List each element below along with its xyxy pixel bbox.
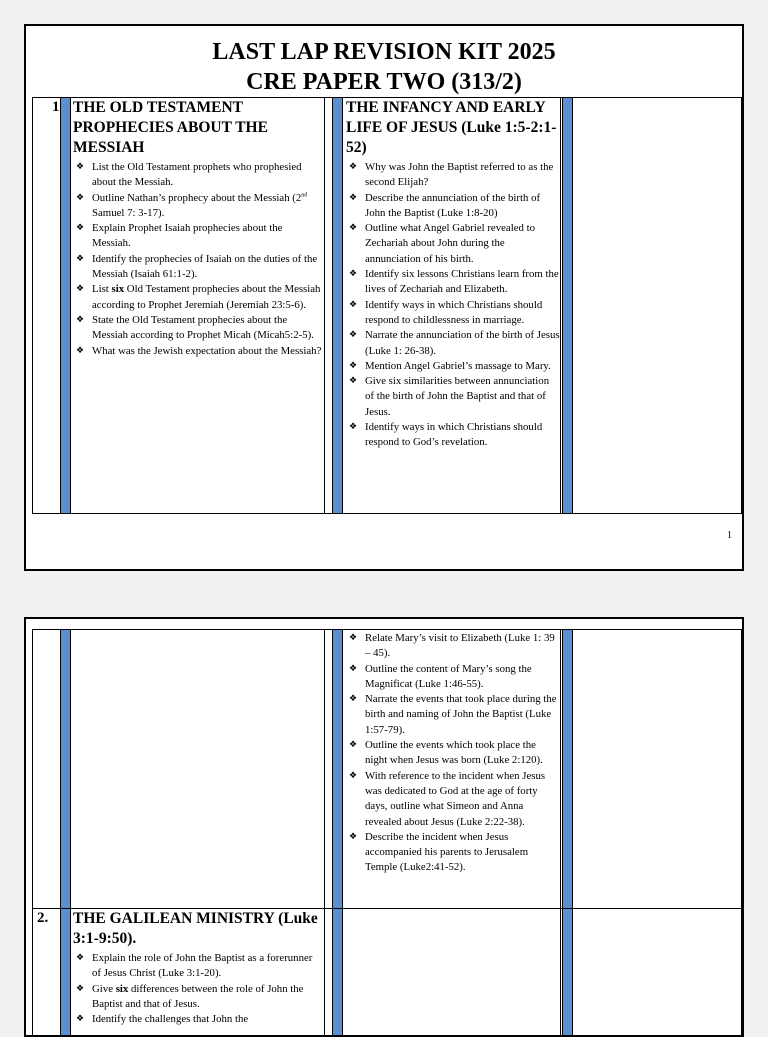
question-item: ❖ Identify ways in which Christians should respond to God’s revelation. bbox=[346, 420, 560, 451]
question-item: ❖ Identify the challenges that John the bbox=[73, 1012, 323, 1027]
document-page-1 bbox=[24, 24, 744, 571]
table-divider-bar bbox=[562, 98, 573, 513]
question-item: ❖ Narrate the annunciation of the birth of Jesus (Luke 1: 26-38). bbox=[346, 328, 560, 359]
topic-cell-galilean-ministry bbox=[73, 909, 323, 1027]
question-item: ❖ Give six similarities between annunciation of the birth of John the Baptist and that of Jesus. bbox=[346, 374, 560, 420]
question-item: ❖ With reference to the incident when Jesus was dedicated to God at the age of forty days, outline what Simeon and Anna revealed about Jesus (Luke 2:22-38). bbox=[346, 769, 560, 830]
page-number: 1 bbox=[727, 530, 732, 541]
question-item: ❖ Narrate the events that took place during the birth and naming of John the Baptist (Luke 1:57-79). bbox=[346, 692, 560, 738]
question-item: ❖ Describe the annunciation of the birth of John the Baptist (Luke 1:8-20) bbox=[346, 191, 560, 222]
table-divider-bar bbox=[562, 630, 573, 1037]
question-item: ❖ Outline the events which took place the night when Jesus was born (Luke 2:120). bbox=[346, 738, 560, 769]
question-list bbox=[346, 160, 560, 451]
revision-table bbox=[32, 629, 742, 1037]
table-divider bbox=[560, 630, 561, 1037]
table-divider-bar bbox=[332, 630, 343, 1037]
topic-cell-infancy-continued bbox=[346, 630, 560, 876]
table-divider-bar bbox=[60, 630, 71, 1037]
question-list bbox=[346, 631, 560, 876]
question-item: ❖ Outline Nathan’s prophecy about the Messiah (2nd Samuel 7: 3-17). bbox=[73, 191, 323, 222]
table-divider bbox=[324, 630, 325, 1037]
question-item: ❖ Why was John the Baptist referred to as the second Elijah? bbox=[346, 160, 560, 191]
question-item: ❖ Outline what Angel Gabriel revealed to Zechariah about John during the annunciation of his birth. bbox=[346, 221, 560, 267]
question-item: ❖ What was the Jewish expectation about the Messiah? bbox=[73, 344, 323, 359]
table-divider-bar bbox=[60, 98, 71, 513]
question-item: ❖ Identify six lessons Christians learn from the lives of Zechariah and Elizabeth. bbox=[346, 267, 560, 298]
topic-cell-infancy bbox=[346, 98, 560, 451]
question-item: ❖ Describe the incident when Jesus accompanied his parents to Jerusalem Temple (Luke2:41-52). bbox=[346, 830, 560, 876]
question-item: ❖ Explain the role of John the Baptist as a forerunner of Jesus Christ (Luke 3:1-20). bbox=[73, 951, 323, 982]
document-subtitle: CRE PAPER TWO (313/2) bbox=[246, 69, 522, 95]
question-item: ❖ State the Old Testament prophecies about the Messiah according to Prophet Micah (Micah5:2-5). bbox=[73, 313, 323, 344]
question-item: ❖ Relate Mary’s visit to Elizabeth (Luke 1: 39 – 45). bbox=[346, 631, 560, 662]
topic-heading: THE GALILEAN MINISTRY (Luke 3:1-9:50). bbox=[73, 910, 318, 947]
topic-cell-old-testament bbox=[73, 98, 323, 359]
topic-heading: THE OLD TESTAMENT PROPHECIES ABOUT THE MESSIAH bbox=[73, 99, 268, 156]
table-divider bbox=[324, 98, 325, 513]
table-divider-bar bbox=[332, 98, 343, 513]
question-item: ❖ Mention Angel Gabriel’s massage to Mary. bbox=[346, 359, 560, 374]
question-list bbox=[73, 160, 323, 359]
revision-table bbox=[32, 97, 742, 514]
document-title: LAST LAP REVISION KIT 2025 bbox=[212, 39, 556, 65]
question-item: ❖ Give six differences between the role of John the Baptist and that of Jesus. bbox=[73, 982, 323, 1013]
question-item: ❖ Identify the prophecies of Isaiah on the duties of the Messiah (Isaiah 61:1-2). bbox=[73, 252, 323, 283]
question-item: ❖ Identify ways in which Christians should respond to childlessness in marriage. bbox=[346, 298, 560, 329]
question-list bbox=[73, 951, 323, 1027]
question-item: ❖ Outline the content of Mary’s song the Magnificat (Luke 1:46-55). bbox=[346, 662, 560, 693]
topic-heading: THE INFANCY AND EARLY LIFE OF JESUS (Luke 1:5-2:1-52) bbox=[346, 99, 557, 156]
row-number: 1 bbox=[52, 99, 60, 115]
table-divider bbox=[560, 98, 561, 513]
question-item: ❖ List six Old Testament prophecies about the Messiah according to Prophet Jeremiah (Jeremiah 23:5-6). bbox=[73, 282, 323, 313]
document-page-2 bbox=[24, 617, 744, 1037]
question-item: ❖ Explain Prophet Isaiah prophecies about the Messiah. bbox=[73, 221, 323, 252]
question-item: ❖ List the Old Testament prophets who prophesied about the Messiah. bbox=[73, 160, 323, 191]
row-number: 2. bbox=[37, 910, 49, 926]
